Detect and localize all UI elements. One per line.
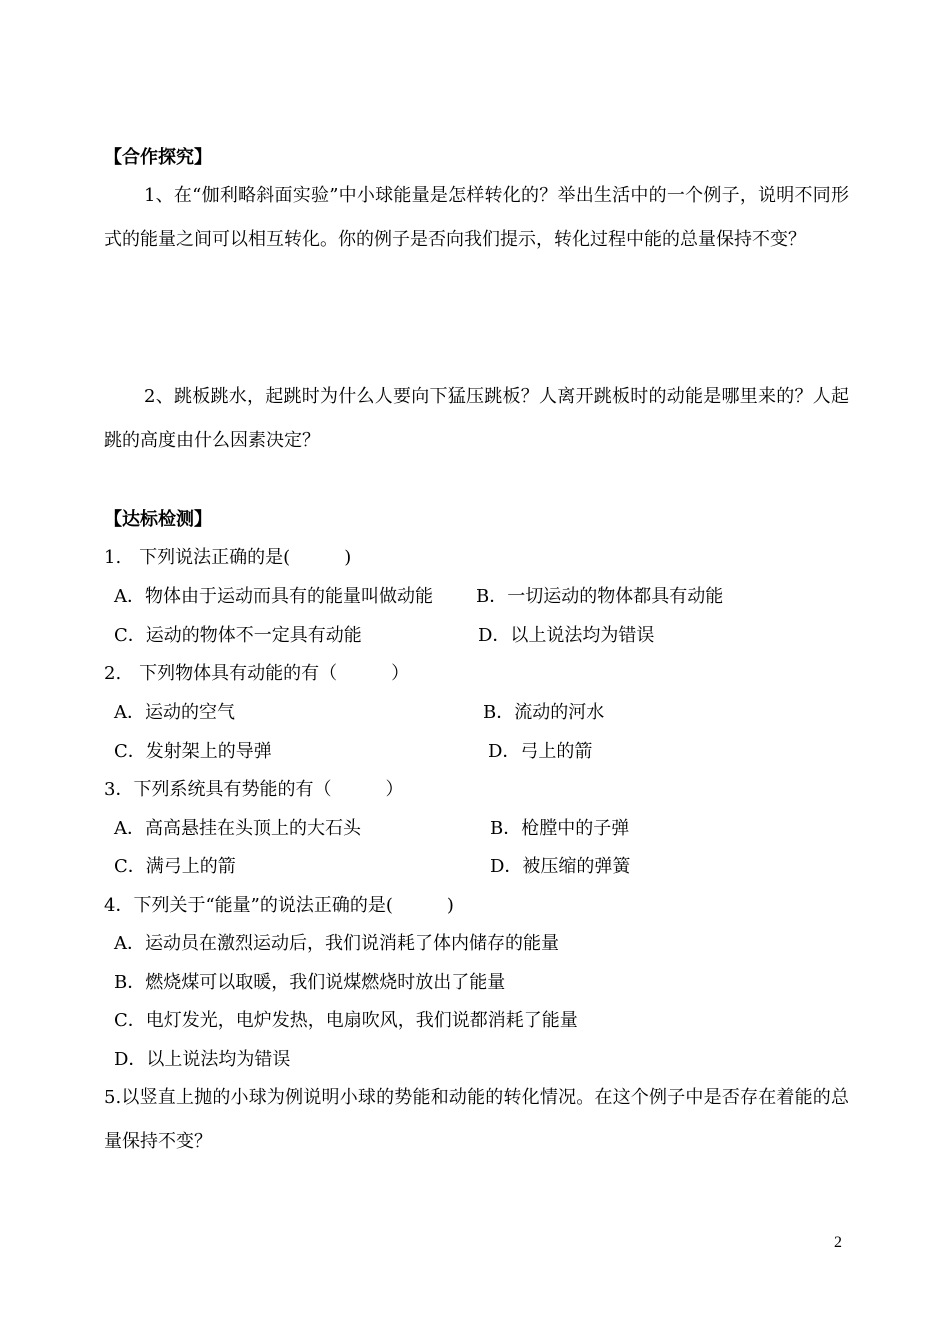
question-4-option-d: D．以上说法均为错误 (114, 1049, 291, 1070)
question-2-option-b: B．流动的河水 (483, 702, 605, 723)
question-2-option-d: D．弓上的箭 (488, 741, 593, 762)
question-5: 5.以竖直上抛的小球为例说明小球的势能和动能的转化情况。在这个例子中是否存在着能的总量保持不变？ (104, 1087, 849, 1152)
question-3-stem: 3．下列系统具有势能的有（ ） (104, 779, 404, 800)
question-4-stem: 4．下列关于“能量”的说法正确的是( ) (104, 895, 454, 916)
question-2-option-a: A．运动的空气 (114, 702, 235, 723)
question-1-option-b: B．一切运动的物体都具有动能 (476, 586, 724, 607)
inquiry-question-1: 1、在“伽利略斜面实验”中小球能量是怎样转化的？举出生活中的一个例子，说明不同形式的能量之间可以相互转化。你的例子是否向我们提示，转化过程中能的总量保持不变？ (104, 185, 849, 250)
question-4-option-b: B．燃烧煤可以取暖，我们说煤燃烧时放出了能量 (114, 972, 506, 993)
question-3-option-d: D．被压缩的弹簧 (490, 856, 631, 877)
question-1-option-d: D．以上说法均为错误 (478, 625, 655, 646)
question-1-option-a: A．物体由于运动而具有的能量叫做动能 (114, 586, 433, 607)
section-heading-assessment: 【达标检测】 (104, 509, 212, 530)
question-2-option-c: C．发射架上的导弹 (114, 741, 272, 762)
question-3-option-a: A．高高悬挂在头顶上的大石头 (114, 818, 361, 839)
question-1-option-c: C．运动的物体不一定具有动能 (114, 625, 362, 646)
section-heading-cooperative-inquiry: 【合作探究】 (104, 147, 212, 168)
question-4-option-c: C．电灯发光，电炉发热，电扇吹风，我们说都消耗了能量 (114, 1010, 578, 1031)
inquiry-question-2: 2、跳板跳水，起跳时为什么人要向下猛压跳板？人离开跳板时的动能是哪里来的？人起跳的高度由什么因素决定？ (104, 386, 849, 451)
question-3-option-b: B．枪膛中的子弹 (490, 818, 630, 839)
question-2-stem: 2. 下列物体具有动能的有（ ） (104, 663, 410, 684)
question-1-stem: 1. 下列说法正确的是( ) (104, 547, 352, 568)
page-number: 2 (834, 1234, 842, 1251)
question-3-option-c: C．满弓上的箭 (114, 856, 236, 877)
question-4-option-a: A．运动员在激烈运动后，我们说消耗了体内储存的能量 (114, 933, 559, 954)
